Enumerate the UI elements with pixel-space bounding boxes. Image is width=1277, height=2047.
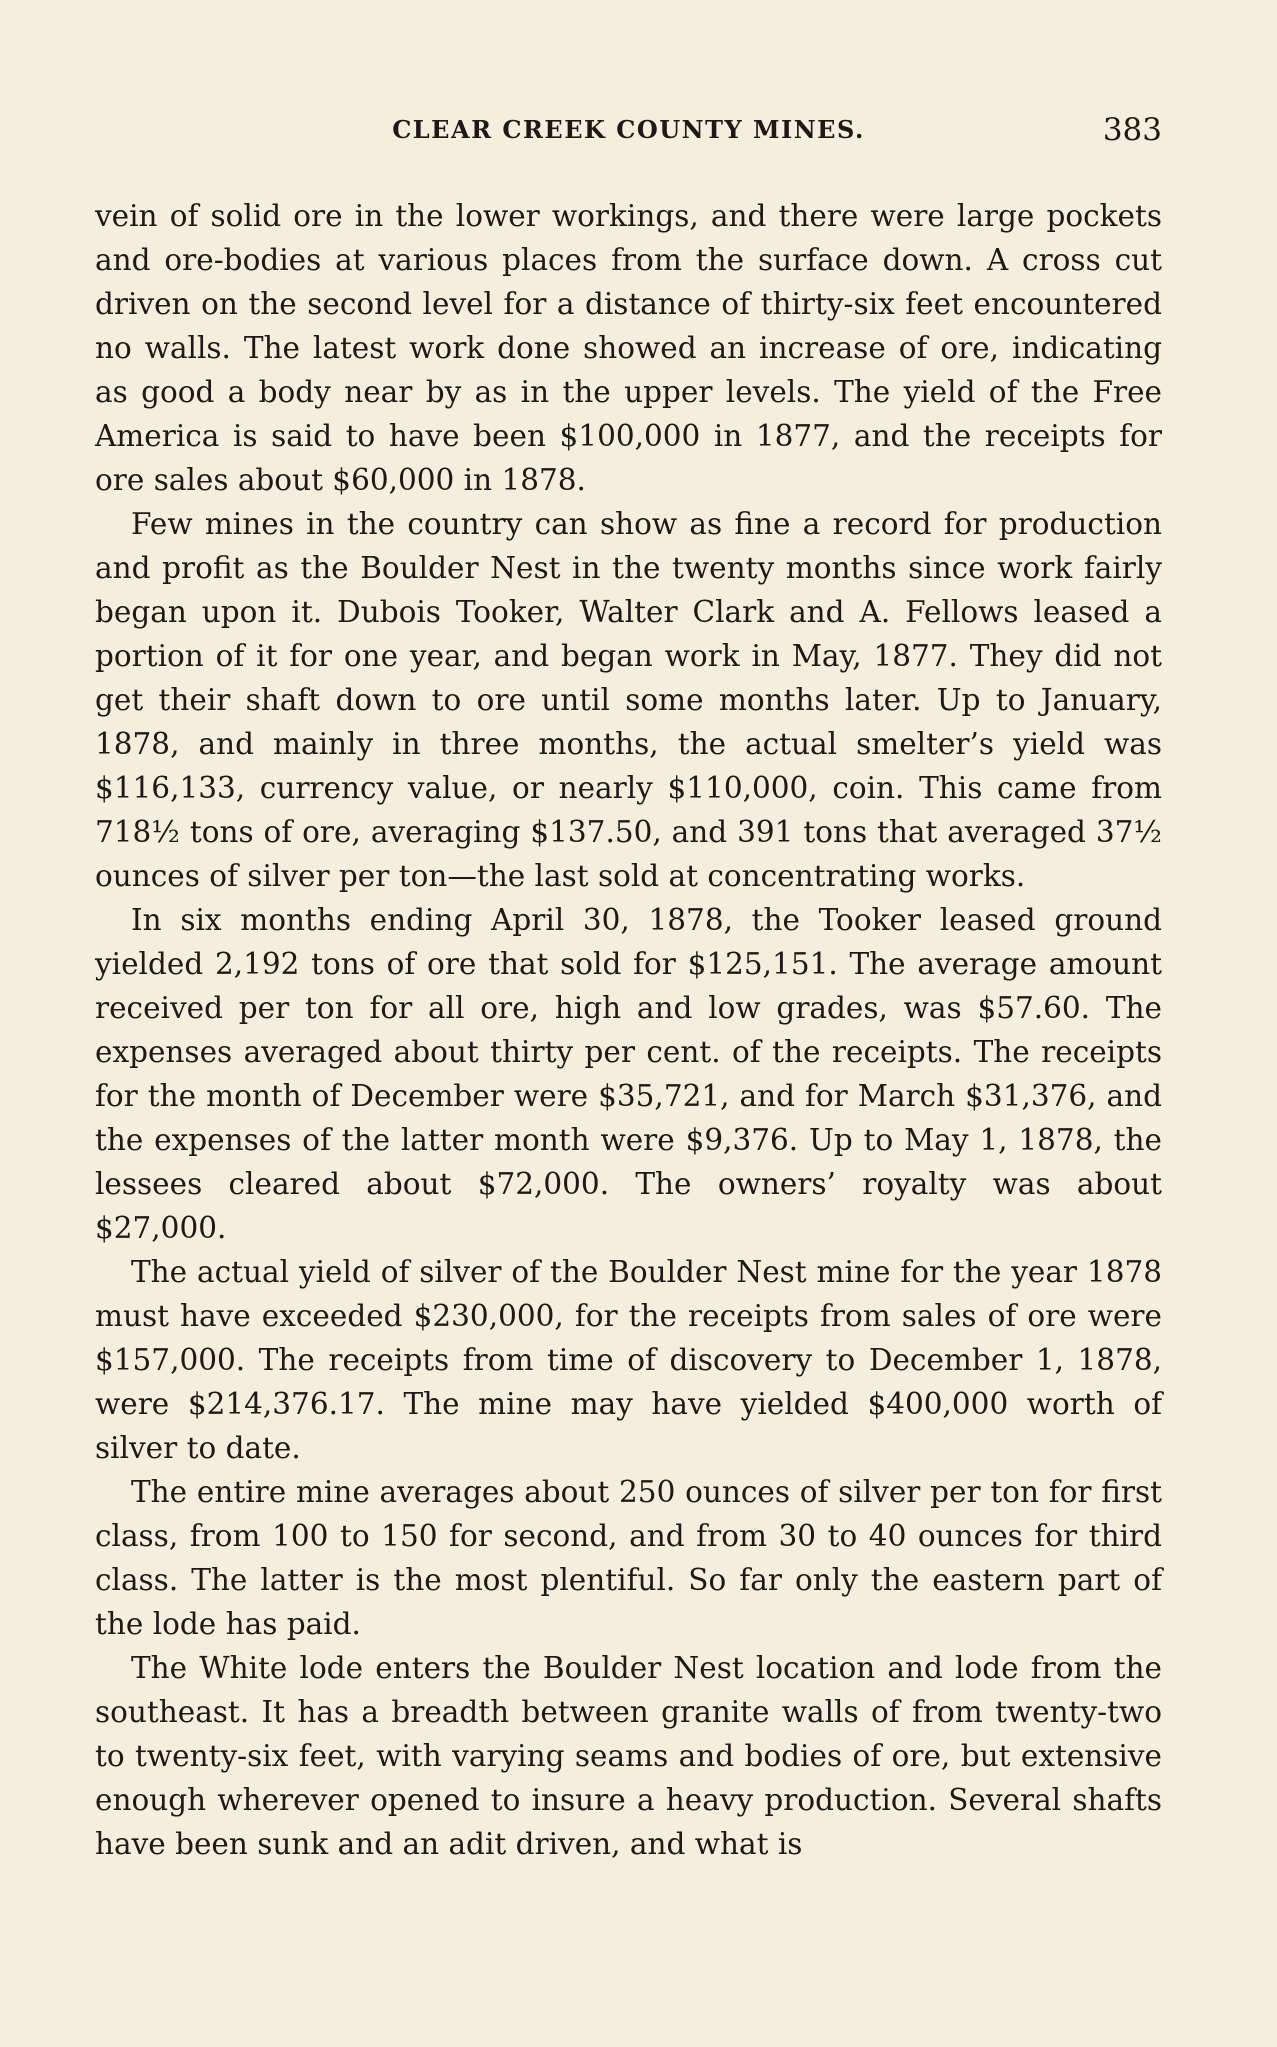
running-title: CLEAR CREEK COUNTY MINES. — [392, 115, 865, 144]
paragraph-tooker-lease: In six months ending April 30, 1878, the Tooker leased ground yielded 2,192 tons of ore that sold for $125,151. The average amount received per ton for all ore, high and low grades, was $57.60. The expenses averaged about thirty per cent. of the receipts. The receipts for the month of December were $35,721, and for March $31,376, and the expenses of the latter month were $9,376. Up to May 1, 1878, the lessees cleared about $72,000. The owners’ royalty was about $27,000. — [95, 903, 1162, 1245]
paragraph-white-lode: The White lode enters the Boulder Nest location and lode from the southeast. It has a breadth between granite walls of from twenty-two to twenty-six feet, with varying seams and bodies of ore, but extensive enough wherever opened to insure a heavy production. Several shafts have been sunk and an adit driven, and what is — [95, 1651, 1162, 1861]
running-head — [95, 110, 1162, 150]
body-text — [95, 194, 1162, 1866]
page-number: 383 — [1102, 112, 1162, 148]
paragraph-boulder-nest-record: Few mines in the country can show as fine a record for production and profit as the Boulder Nest in the twenty months since work fairly began upon it. Dubois Tooker, Walter Clark and A. Fellows leased a portion of it for one year, and began work in May, 1877. They did not get their shaft down to ore until some months later. Up to January, 1878, and mainly in three months, the actual smelter’s yield was $116,133, currency value, or nearly $110,000, coin. This came from 718½ tons of ore, averaging $137.50, and 391 tons that averaged 37½ ounces of silver per ton—the last sold at concentrating works. — [95, 507, 1162, 893]
paragraph-continued: vein of solid ore in the lower workings, and there were large pockets and ore-bodies at various places from the surface down. A cross cut driven on the second level for a distance of thirty-six feet encountered no walls. The latest work done showed an increase of ore, indicating as good a body near by as in the upper levels. The yield of the Free America is said to have been $100,000 in 1877, and the receipts for ore sales about $60,000 in 1878. — [95, 199, 1162, 497]
paragraph-ore-grades: The entire mine averages about 250 ounces of silver per ton for first class, from 100 to 150 for second, and from 30 to 40 ounces for third class. The latter is the most plentiful. So far only the eastern part of the lode has paid. — [95, 1475, 1162, 1641]
paragraph-silver-yield-1878: The actual yield of silver of the Boulder Nest mine for the year 1878 must have exceeded $230,000, for the receipts from sales of ore were $157,000. The receipts from time of discovery to December 1, 1878, were $214,376.17. The mine may have yielded $400,000 worth of silver to date. — [95, 1255, 1162, 1465]
